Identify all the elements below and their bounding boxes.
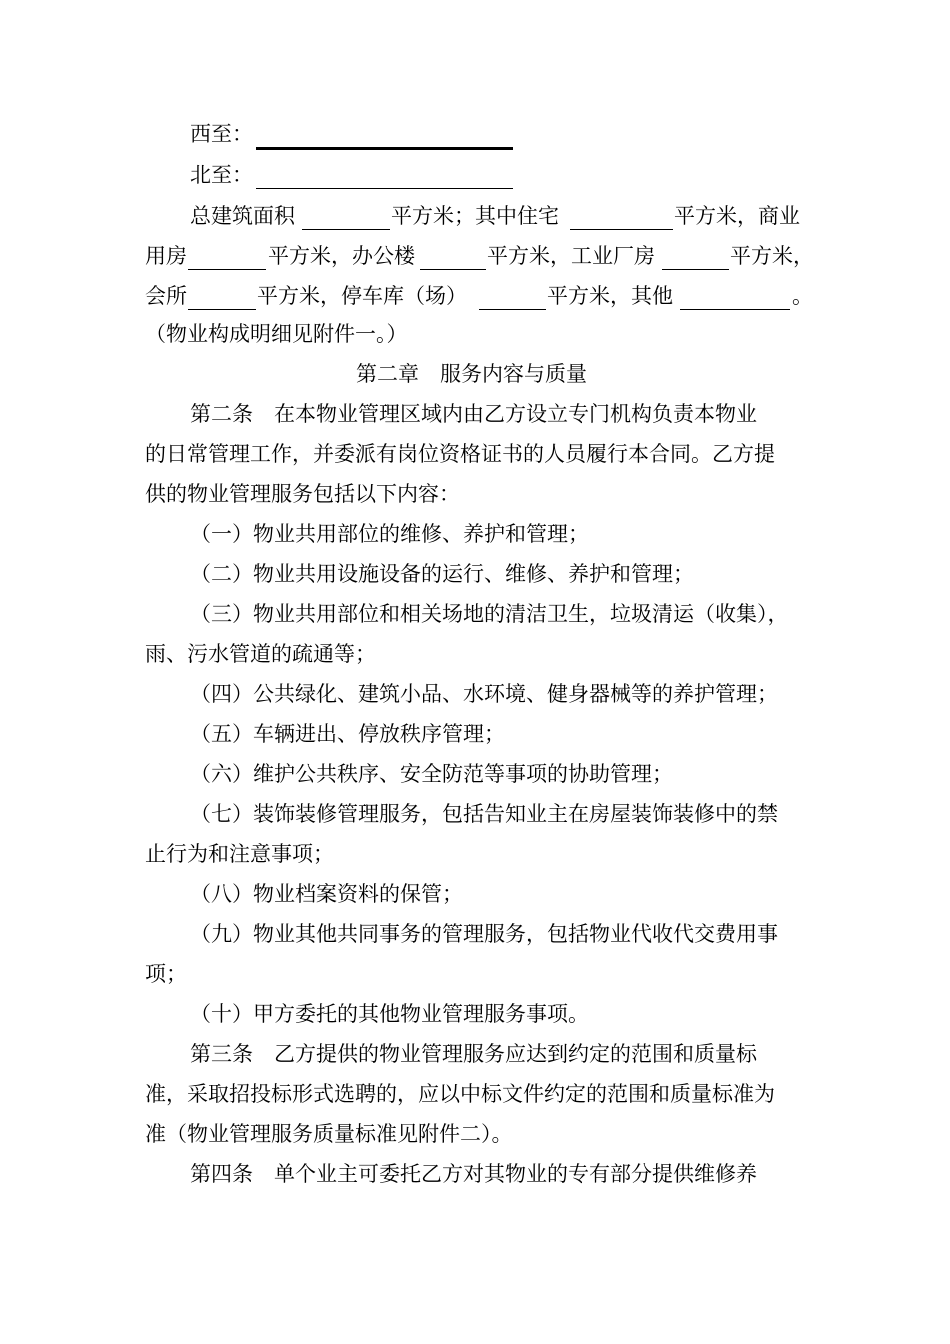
office-area-blank[interactable] xyxy=(420,269,486,270)
article4-line xyxy=(0,1154,950,1194)
area-text: 平方米，停车库（场） xyxy=(257,284,467,308)
west-label: 西至： xyxy=(190,122,253,146)
list-item-text: （九）物业其他共同事务的管理服务，包括物业代收代交费用事 xyxy=(190,922,778,946)
north-boundary-blank[interactable] xyxy=(256,188,513,189)
article3-line xyxy=(0,1034,950,1074)
area-text: 会所 xyxy=(145,284,187,308)
article3-line xyxy=(0,1114,950,1154)
paragraph-text: 第四条 单个业主可委托乙方对其物业的专有部分提供维修养 xyxy=(190,1162,757,1186)
list-item-text: （三）物业共用部位和相关场地的清洁卫生，垃圾清运（收集）， xyxy=(190,602,789,626)
parking-area-blank[interactable] xyxy=(479,309,546,310)
total-area-blank[interactable] xyxy=(302,229,390,230)
list-item xyxy=(0,714,950,754)
list-item-text: （十）甲方委托的其他物业管理服务事项。 xyxy=(190,1002,589,1026)
list-item xyxy=(0,874,950,914)
residential-area-blank[interactable] xyxy=(570,229,673,230)
list-item xyxy=(0,554,950,594)
list-item-text: （四）公共绿化、建筑小品、水环境、健身器械等的养护管理； xyxy=(190,682,778,706)
list-item-text: （五）车辆进出、停放秩序管理； xyxy=(190,722,505,746)
commercial-area-blank[interactable] xyxy=(188,269,266,270)
area-text: 平方米， xyxy=(730,244,814,268)
list-item-text: 止行为和注意事项； xyxy=(145,842,334,866)
article2-line xyxy=(0,394,950,434)
clubhouse-area-blank[interactable] xyxy=(188,309,256,310)
area-text: 平方米，其他 xyxy=(547,284,673,308)
other-area-blank[interactable] xyxy=(680,309,790,310)
list-item xyxy=(0,754,950,794)
paragraph-text: 准，采取招投标形式选聘的，应以中标文件约定的范围和质量标准为 xyxy=(145,1082,775,1106)
list-item-text: 项； xyxy=(145,962,187,986)
list-item-text: （八）物业档案资料的保管； xyxy=(190,882,463,906)
area-line-3 xyxy=(0,276,950,316)
factory-area-blank[interactable] xyxy=(662,269,729,270)
paragraph-text: 供的物业管理服务包括以下内容： xyxy=(145,482,460,506)
article2-line xyxy=(0,474,950,514)
area-text: 平方米，办公楼 xyxy=(268,244,415,268)
area-note-line xyxy=(0,314,950,354)
list-item xyxy=(0,794,950,834)
area-text: 平方米，工业厂房 xyxy=(487,244,655,268)
list-item-continuation xyxy=(0,834,950,874)
area-text: 。 xyxy=(792,284,813,308)
area-note: （物业构成明细见附件一。） xyxy=(145,322,408,346)
list-item-text: （七）装饰装修管理服务，包括告知业主在房屋装饰装修中的禁 xyxy=(190,802,778,826)
area-line-2 xyxy=(0,236,950,276)
article3-line xyxy=(0,1074,950,1114)
north-label: 北至： xyxy=(190,163,253,187)
list-item xyxy=(0,674,950,714)
area-text: 平方米；其中住宅 xyxy=(391,204,559,228)
paragraph-text: 准（物业管理服务质量标准见附件二）。 xyxy=(145,1122,513,1146)
chapter-title: 第二章 服务内容与质量 xyxy=(356,362,587,386)
list-item-text: （六）维护公共秩序、安全防范等事项的协助管理； xyxy=(190,762,673,786)
north-boundary-line xyxy=(0,155,950,195)
west-boundary-blank[interactable] xyxy=(256,147,513,150)
list-item xyxy=(0,914,950,954)
paragraph-text: 第三条 乙方提供的物业管理服务应达到约定的范围和质量标 xyxy=(190,1042,757,1066)
list-item xyxy=(0,594,950,634)
list-item-text: 雨、污水管道的疏通等； xyxy=(145,642,376,666)
area-text: 用房 xyxy=(145,244,187,268)
list-item xyxy=(0,994,950,1034)
paragraph-text: 的日常管理工作，并委派有岗位资格证书的人员履行本合同。乙方提 xyxy=(145,442,775,466)
area-text: 平方米，商业 xyxy=(674,204,800,228)
list-item-text: （一）物业共用部位的维修、养护和管理； xyxy=(190,522,589,546)
paragraph-text: 第二条 在本物业管理区域内由乙方设立专门机构负责本物业 xyxy=(190,402,757,426)
list-item xyxy=(0,514,950,554)
list-item-continuation xyxy=(0,954,950,994)
area-line-1 xyxy=(0,196,950,236)
list-item-continuation xyxy=(0,634,950,674)
list-item-text: （二）物业共用设施设备的运行、维修、养护和管理； xyxy=(190,562,694,586)
area-text: 总建筑面积 xyxy=(190,204,295,228)
chapter-title-line xyxy=(0,354,950,394)
article2-line xyxy=(0,434,950,474)
